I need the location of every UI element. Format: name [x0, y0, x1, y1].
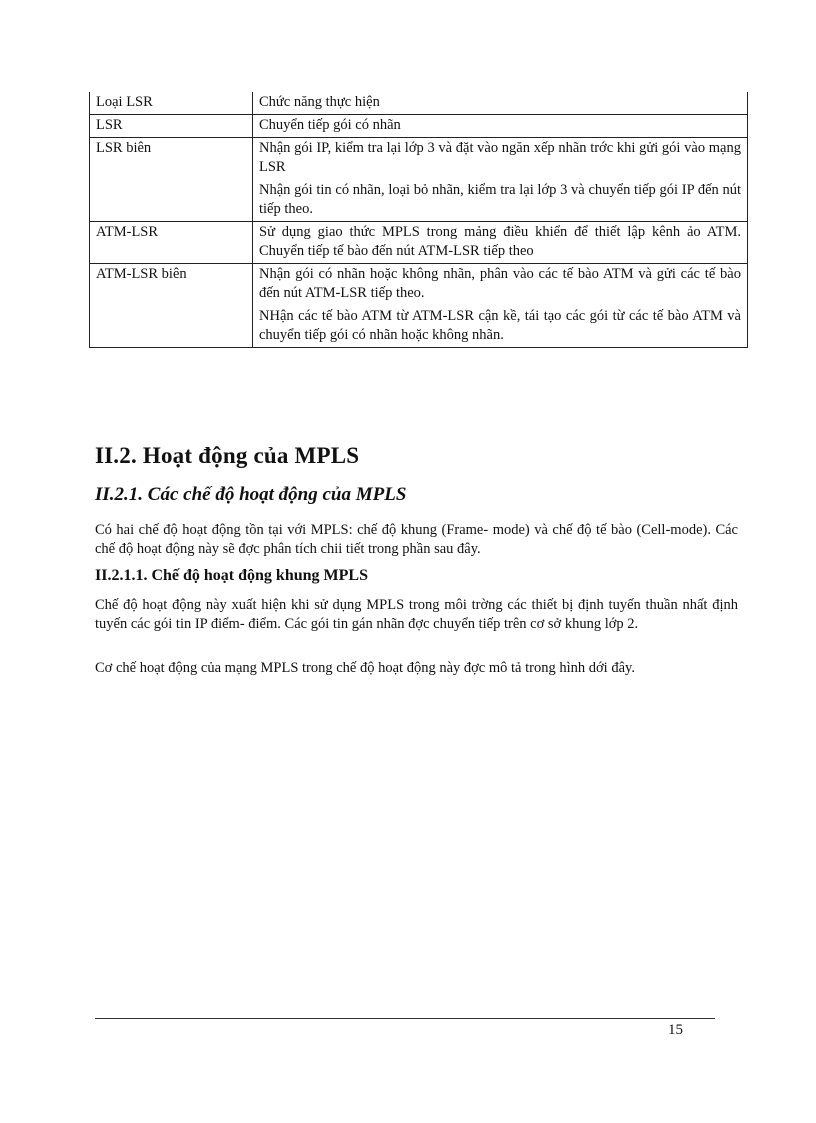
function-text: Chuyển tiếp gói có nhãn [259, 117, 401, 133]
body-paragraph: Chế độ hoạt động này xuất hiện khi sử dụng MPLS trong môi trờng các thiết bị định tuyến thuần nhất định tuyến các gói tin IP điểm- điểm. Các gói tin gán nhãn đợc chuyển tiếp trên cơ sở khung lớp 2. [95, 597, 738, 632]
section-heading: II.2. Hoạt động của MPLS [95, 443, 360, 468]
lsr-type-cell: ATM-LSR [90, 222, 253, 264]
function-text: Sử dụng giao thức MPLS trong mảng điều khiển để thiết lập kênh ảo ATM. Chuyển tiếp tế bào đến nút ATM-LSR tiếp theo [259, 224, 741, 259]
intro-paragraph: Có hai chế độ hoạt động tồn tại với MPLS: chế độ khung (Frame- mode) và chế độ tế bào (Cell-mode). Các chế độ hoạt động này sẽ đợc phân tích chii tiết trong phần sau đây. [95, 522, 738, 557]
table-row [90, 264, 748, 348]
header-cell-type: Loại LSR [90, 92, 253, 115]
subsection-heading: II.2.1. Các chế độ hoạt động của MPLS [95, 484, 407, 505]
body-paragraph: Cơ chế hoạt động của mạng MPLS trong chế độ hoạt động này đợc mô tả trong hình dới đây. [95, 660, 635, 676]
footer-rule [95, 1018, 715, 1019]
table-row [90, 115, 748, 138]
lsr-function-cell [253, 115, 748, 138]
table-header-row [90, 92, 748, 115]
lsr-function-cell [253, 264, 748, 348]
header-cell-function: Chức năng thực hiện [253, 92, 748, 115]
function-text: Nhận gói IP, kiểm tra lại lớp 3 và đặt vào ngăn xếp nhãn trớc khi gửi gói vào mạng LSR [259, 140, 741, 175]
function-text: Nhận gói tin có nhãn, loại bỏ nhãn, kiểm tra lại lớp 3 và chuyển tiếp gói IP đến nút tiếp theo. [259, 182, 741, 217]
lsr-function-cell [253, 222, 748, 264]
lsr-function-cell [253, 138, 748, 222]
lsr-type-cell: LSR [90, 115, 253, 138]
lsr-type-cell: ATM-LSR biên [90, 264, 253, 348]
subsubsection-heading: II.2.1.1. Chế độ hoạt động khung MPLS [95, 567, 368, 584]
page-number: 15 [668, 1022, 683, 1038]
lsr-type-cell: LSR biên [90, 138, 253, 222]
lsr-function-table [89, 92, 748, 348]
function-text: NHận các tế bào ATM từ ATM-LSR cận kề, tái tạo các gói từ các tế bào ATM và chuyển tiếp gói có nhãn hoặc không nhãn. [259, 308, 741, 343]
table-row [90, 138, 748, 222]
table-row [90, 222, 748, 264]
function-text: Nhận gói có nhãn hoặc không nhãn, phân vào các tế bào ATM và gửi các tế bào đến nút ATM-LSR tiếp theo. [259, 266, 741, 301]
